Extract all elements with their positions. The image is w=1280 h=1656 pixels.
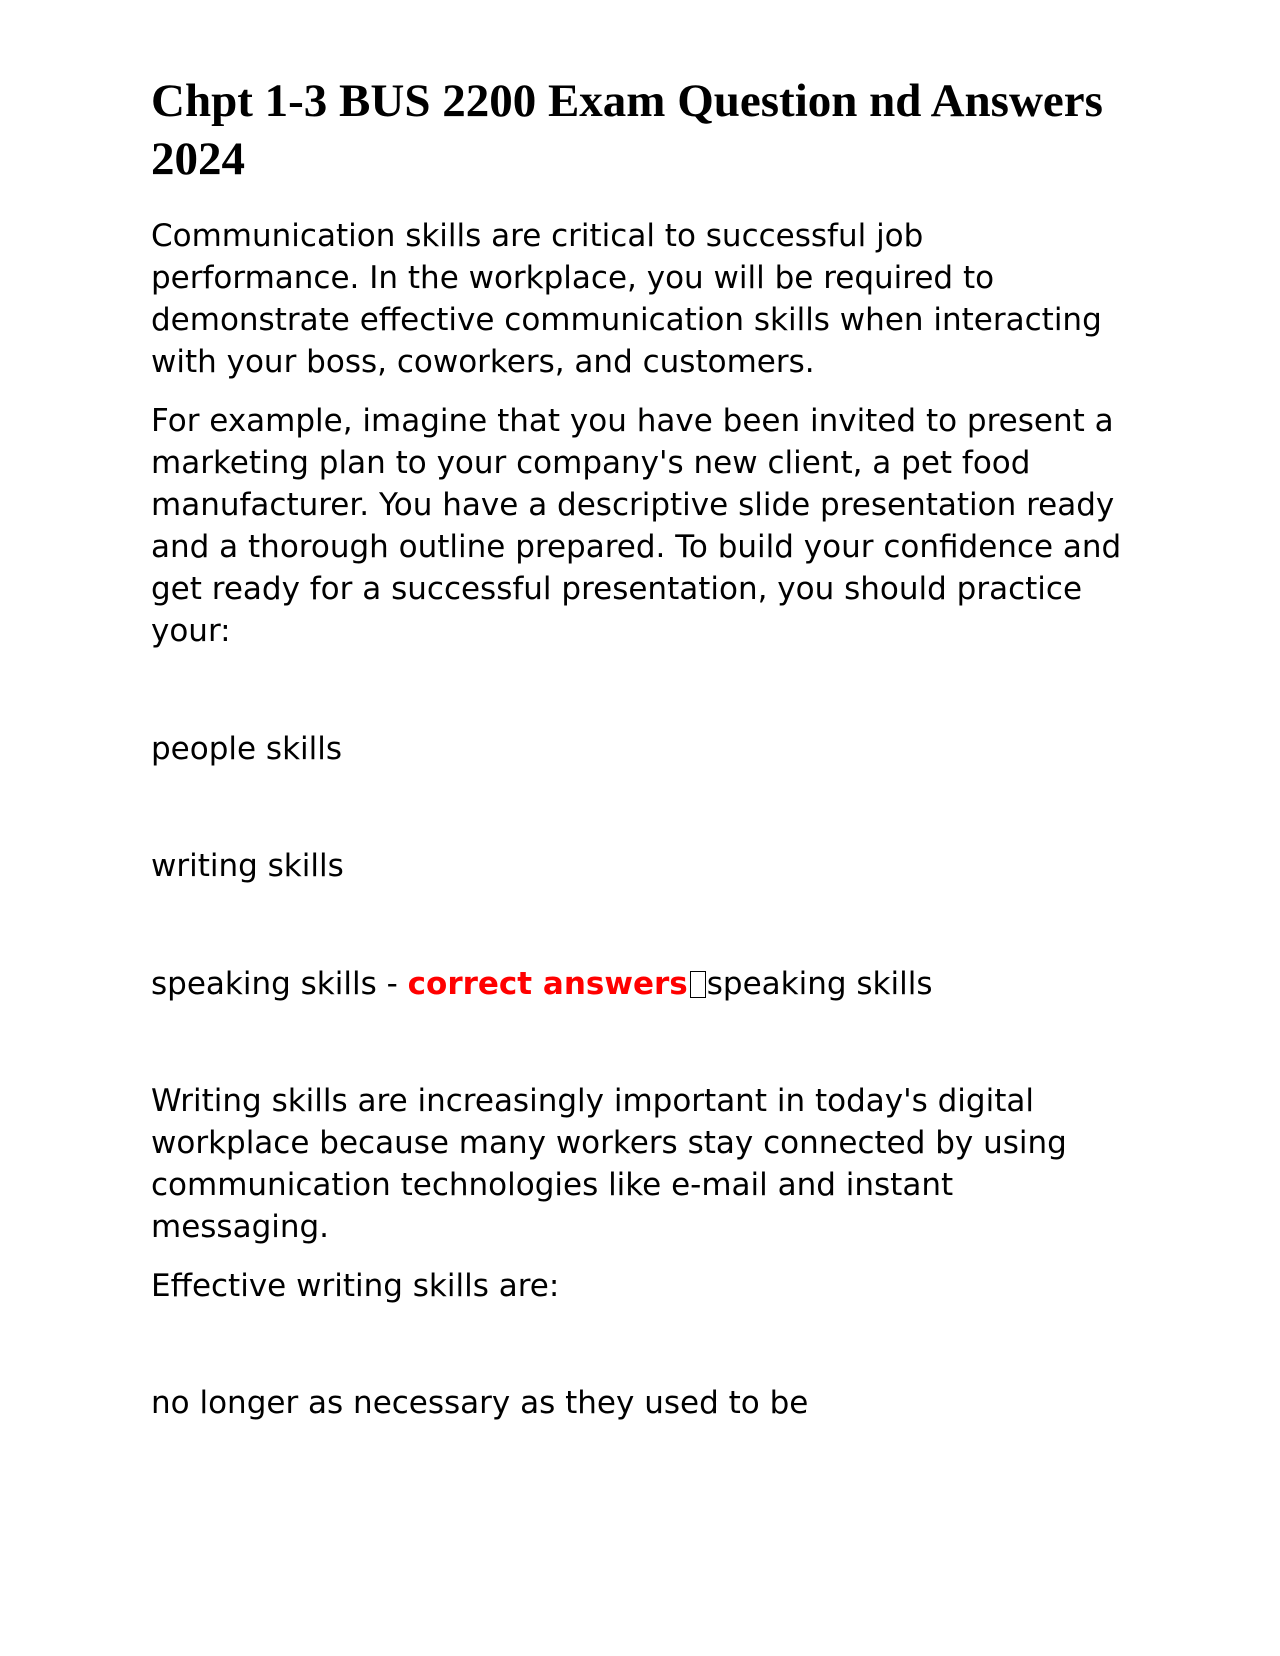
question-1-prompt: For example, imagine that you have been invited to present a marketing plan to your company's new client, a pet food manufacturer. You have a descriptive slide presentation ready and a thorough outline prepared. To build your confidence and get ready for a successful presentation, you should practice your: [151,403,1122,649]
document-title: Chpt 1-3 BUS 2200 Exam Question nd Answers 2024 [151,75,1103,185]
question-2-option-no-longer-necessary: no longer as necessary as they used to be [151,1385,809,1421]
question-2-context: Writing skills are increasingly important in today's digital workplace because many workers stay connected by using communication technologies like e-mail and instant messaging. [151,1083,1067,1245]
answer-separator: - [376,966,408,1002]
option-text: speaking skills [151,966,377,1002]
correct-answers-label: correct answers [407,966,688,1002]
correct-answer-value: speaking skills [706,966,933,1002]
missing-glyph-icon [690,971,706,998]
question-1-option-people-skills: people skills [151,731,343,767]
intro-paragraph: Communication skills are critical to successful job performance. In the workplace, you will be required to demonstrate effective communication skills when interacting with your boss, coworkers, and customers. [151,218,1102,380]
question-1-option-writing-skills: writing skills [151,848,344,884]
question-2-prompt: Effective writing skills are: [151,1268,560,1304]
question-1-option-speaking-skills-answer [151,963,1141,1005]
